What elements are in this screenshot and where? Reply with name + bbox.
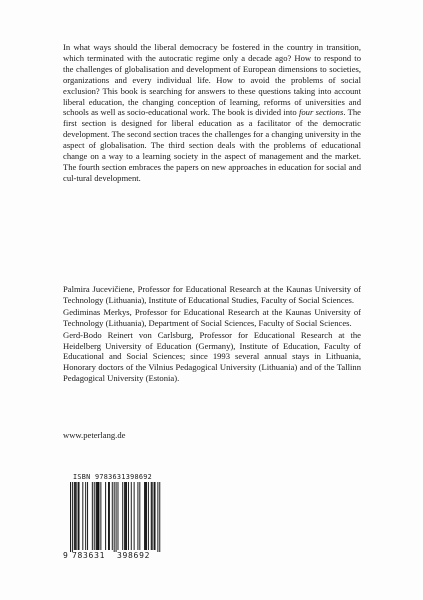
barcode-bar [118, 482, 119, 550]
barcode-bar [151, 482, 152, 550]
barcode-bar [131, 482, 132, 550]
barcode-bar [134, 482, 135, 550]
barcode-bars [63, 482, 163, 552]
barcode-bar [146, 482, 147, 550]
barcode-bar [157, 482, 158, 552]
barcode-bar [79, 482, 80, 550]
barcode-bar [94, 482, 95, 550]
barcode-bar [125, 482, 126, 550]
barcode-bar [99, 482, 100, 550]
barcode-bar [139, 482, 140, 550]
barcode-bar [144, 482, 145, 550]
description-part-2: . The first section is designed for liberal education as a facilitator of the democratic development. The second section traces the challenges for a changing university in the aspect of globalisation. The third section deals with the problems of educational change on a way to a learning society in the aspect of management and the market. The fourth section embraces the papers on new approaches in education for social and cul-tural development. [63, 107, 361, 183]
isbn-barcode [63, 473, 163, 563]
barcode-bar [97, 482, 98, 550]
barcode-bar [108, 482, 109, 550]
ean-right-digits: 398692 [117, 551, 151, 560]
barcode-bar [96, 482, 97, 550]
barcode-bar [70, 482, 71, 552]
barcode-bar [109, 482, 110, 550]
barcode-bar [92, 482, 93, 550]
barcode-bar [74, 482, 75, 550]
description-emphasis: four sections [299, 107, 344, 118]
barcode-bar [126, 482, 127, 550]
barcode-bar [116, 482, 117, 552]
ean-left-digits: 783631 [72, 551, 106, 560]
barcode-bar [148, 482, 149, 550]
barcode-bar [98, 482, 99, 550]
barcode-bar [124, 482, 125, 550]
barcode-bar [85, 482, 86, 550]
barcode-bar [114, 482, 115, 552]
barcode-bar [100, 482, 101, 550]
barcode-bar [137, 482, 138, 550]
barcode-bar [78, 482, 79, 550]
ean-first-digit: 9 [63, 551, 68, 560]
author-bio-jucevičiene: Palmira Jucevičiene, Professor for Educational Research at the Kaunas University of Technology (Lithuania), Institute of Educational Studies, Faculty of Social Sciences. [63, 284, 361, 305]
barcode-bar [145, 482, 146, 550]
barcode-bar [154, 482, 155, 550]
barcode-bar [87, 482, 88, 550]
barcode-bar [112, 482, 113, 550]
barcode-bar [122, 482, 123, 550]
barcode-bar [155, 482, 156, 550]
author-bio-reinert-von-carlsburg: Gerd-Bodo Reinert von Carlsburg, Professor for Educational Research at the Heidelberg University of Education (Germany), Institute of Education, Faculty of Educational and Social Sciences; since 1993 several annual stays in Lithuania, Honorary doctors of the Vilnius Pedagogical University (Lithuania) and of the Tallinn Pedagogical University (Estonia). [63, 329, 361, 384]
book-description [63, 42, 361, 184]
author-bios [63, 284, 361, 385]
description-part-1: In what ways should the liberal democracy be fostered in the country in transition, which terminated with the autocratic regime only a decade ago? How to respond to the challenges of globalisation and development of European dimensions to societies, organizations and every individual life. How to avoid the problems of social exclusion? This book is searching for answers to these questions taking into account liberal education, the changing conception of learning, reforms of universities and schools as well as socio-educational work. The book is divided into [63, 42, 361, 118]
barcode-bar [75, 482, 76, 550]
barcode-bar [159, 482, 160, 552]
barcode-bar [76, 482, 77, 550]
publisher-website[interactable]: www.peterlang.de [63, 430, 126, 440]
barcode-bar [152, 482, 153, 550]
barcode-bar [82, 482, 83, 550]
barcode-bar [128, 482, 129, 550]
author-bio-merkys: Gediminas Merkys, Professor for Educational Research at the Kaunas University of Technology (Lithuania), Department of Social Sciences, Faculty of Social Sciences. [63, 306, 361, 328]
barcode-bar [72, 482, 73, 552]
barcode-bar [105, 482, 106, 550]
isbn-label: ISBN 9783631398692 [73, 473, 153, 481]
